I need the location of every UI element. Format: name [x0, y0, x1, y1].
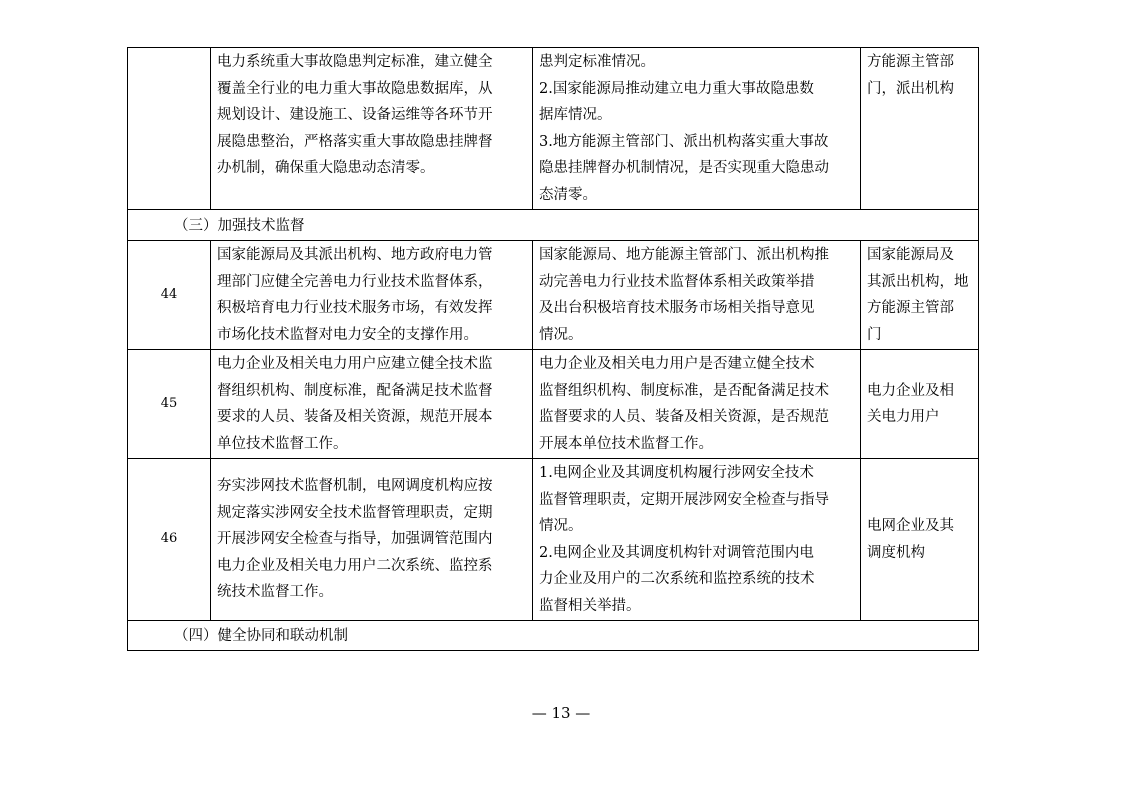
page-number: — 13 — — [531, 704, 591, 722]
responsible-line: 电力企业及相 — [867, 382, 954, 399]
regulation-table — [127, 47, 979, 651]
requirement-line: 积极培育电力行业技术服务市场，有效发挥 — [217, 300, 493, 316]
check-cell — [533, 48, 861, 210]
check-cell — [533, 459, 861, 621]
requirement-line: 理部门应健全完善电力行业技术监督体系， — [217, 273, 493, 290]
requirement-cell — [211, 459, 533, 621]
requirement-line: 规划设计、建设施工、设备运维等各环节开 — [217, 107, 493, 123]
check-cell — [533, 350, 861, 459]
requirement-line: 规定落实涉网安全技术监督管理职责，定期 — [217, 504, 493, 521]
responsible-cell — [861, 459, 979, 621]
requirement-line: 督组织机构、制度标准，配备满足技术监督 — [217, 382, 493, 399]
check-cell — [533, 241, 861, 350]
responsible-line: 门 — [867, 326, 882, 343]
check-line: 2.国家能源局推动建立电力重大事故隐患数 — [539, 80, 814, 97]
table-row — [128, 459, 979, 621]
section-row — [128, 210, 979, 241]
requirement-line: 单位技术监督工作。 — [217, 435, 348, 452]
responsible-line: 国家能源局及 — [867, 247, 954, 263]
responsible-line: 方能源主管部 — [867, 54, 954, 70]
check-line: 国家能源局、地方能源主管部门、派出机构推 — [539, 247, 829, 263]
requirement-cell — [211, 48, 533, 210]
requirement-line: 统技术监督工作。 — [217, 584, 333, 600]
check-line: 监督相关举措。 — [539, 597, 641, 614]
table-body — [128, 48, 979, 651]
table-row — [128, 241, 979, 350]
check-line: 3.地方能源主管部门、派出机构落实重大事故 — [539, 133, 829, 150]
item-number-cell: 44 — [128, 241, 211, 350]
table-row — [128, 350, 979, 459]
section-title: （三）加强技术监督 — [128, 210, 979, 241]
check-line: 监督管理职责，定期开展涉网安全检查与指导 — [539, 491, 829, 508]
item-number-cell: 45 — [128, 350, 211, 459]
check-line: 电力企业及相关电力用户是否建立健全技术 — [539, 356, 815, 372]
check-line: 情况。 — [539, 518, 583, 534]
requirement-line: 展隐患整治，严格落实重大事故隐患挂牌督 — [217, 133, 493, 150]
requirement-line: 办机制，确保重大隐患动态清零。 — [217, 160, 435, 176]
requirement-cell — [211, 241, 533, 350]
check-line: 监督组织机构、制度标准，是否配备满足技术 — [539, 382, 829, 399]
requirement-line: 国家能源局及其派出机构、地方政府电力管 — [217, 247, 493, 263]
check-line: 情况。 — [539, 326, 583, 343]
check-line: 开展本单位技术监督工作。 — [539, 435, 713, 452]
section-row — [128, 621, 979, 651]
requirement-line: 电力企业及相关电力用户应建立健全技术监 — [217, 356, 493, 372]
check-line: 监督要求的人员、装备及相关资源，是否规范 — [539, 409, 829, 425]
requirement-line: 电力企业及相关电力用户二次系统、监控系 — [217, 557, 493, 574]
responsible-line: 电网企业及其 — [867, 518, 954, 534]
check-line: 态清零。 — [539, 186, 597, 203]
check-line: 及出台积极培育技术服务市场相关指导意见 — [539, 300, 815, 316]
responsible-line: 方能源主管部 — [867, 300, 954, 316]
requirement-line: 开展涉网安全检查与指导，加强调管范围内 — [217, 531, 493, 547]
check-line: 动完善电力行业技术监督体系相关政策举措 — [539, 273, 815, 290]
responsible-line: 其派出机构，地 — [867, 273, 969, 290]
check-line: 1.电网企业及其调度机构履行涉网安全技术 — [539, 465, 814, 481]
table-row — [128, 48, 979, 210]
check-line: 据库情况。 — [539, 107, 612, 123]
responsible-line: 调度机构 — [867, 544, 925, 561]
requirement-line: 市场化技术监督对电力安全的支撑作用。 — [217, 326, 478, 343]
requirement-cell — [211, 350, 533, 459]
responsible-cell — [861, 48, 979, 210]
requirement-line: 电力系统重大事故隐患判定标准，建立健全 — [217, 54, 493, 70]
item-number-cell — [128, 48, 211, 210]
section-title: （四）健全协同和联动机制 — [128, 621, 979, 651]
responsible-cell — [861, 241, 979, 350]
check-line: 隐患挂牌督办机制情况，是否实现重大隐患动 — [539, 160, 829, 176]
check-line: 2.电网企业及其调度机构针对调管范围内电 — [539, 544, 814, 561]
responsible-line: 关电力用户 — [867, 409, 940, 425]
responsible-cell — [861, 350, 979, 459]
responsible-line: 门，派出机构 — [867, 80, 954, 97]
item-number-cell: 46 — [128, 459, 211, 621]
requirement-line: 夯实涉网技术监督机制，电网调度机构应按 — [217, 478, 493, 494]
requirement-line: 覆盖全行业的电力重大事故隐患数据库，从 — [217, 80, 493, 97]
check-line: 患判定标准情况。 — [539, 54, 655, 70]
check-line: 力企业及用户的二次系统和监控系统的技术 — [539, 571, 815, 587]
requirement-line: 要求的人员、装备及相关资源，规范开展本 — [217, 409, 493, 425]
